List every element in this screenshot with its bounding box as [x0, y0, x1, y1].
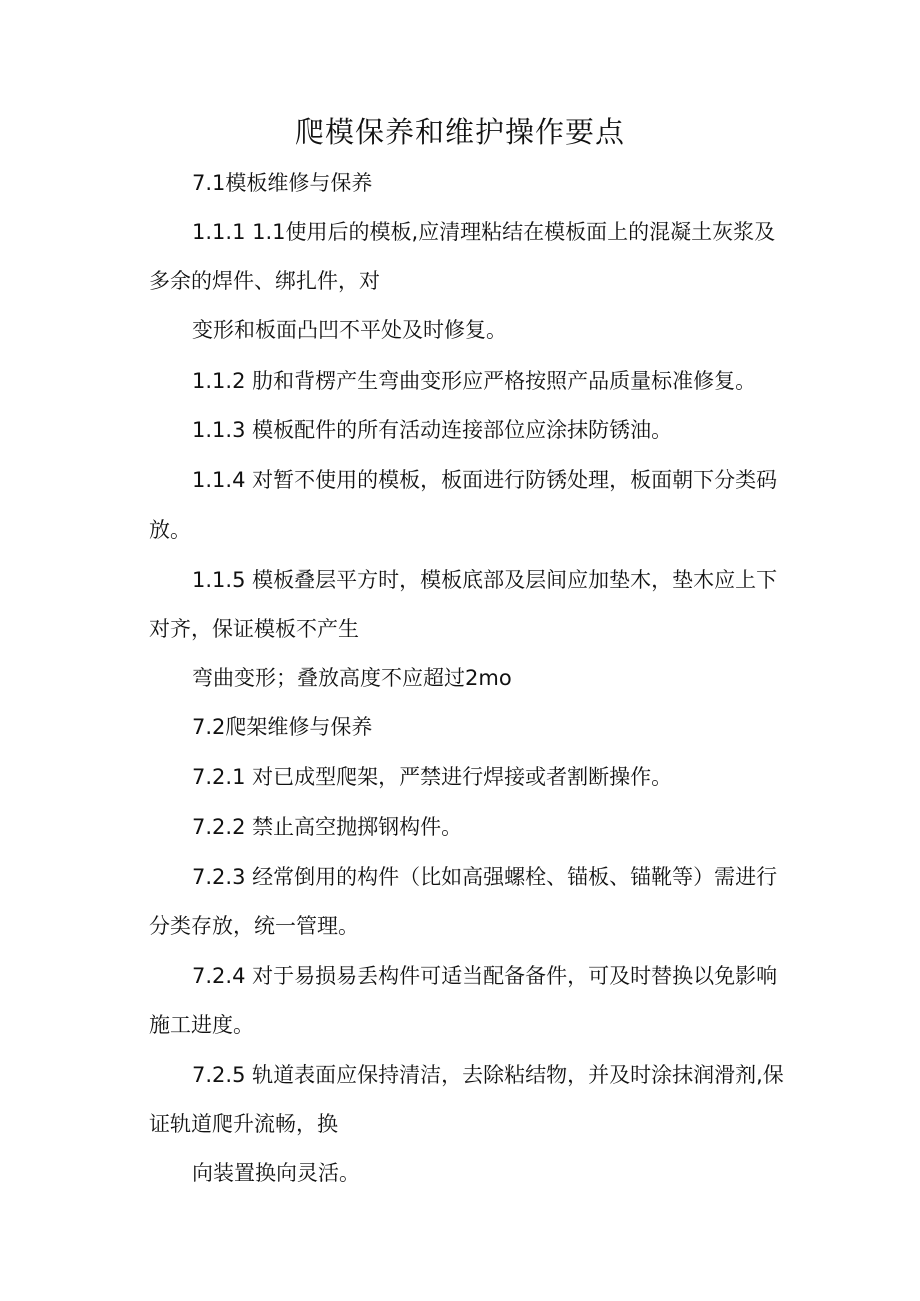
- paragraph-line: 7.2.1 对已成型爬架，严禁进行焊接或者割断操作。: [192, 765, 673, 789]
- paragraph-line: 7.2.3 经常倒用的构件（比如高强螺栓、锚板、锚靴等）需进行: [192, 865, 778, 889]
- paragraph-line: 7.2.5 轨道表面应保持清洁，去除粘结物，并及时涂抹润滑剂,保: [192, 1063, 784, 1087]
- section-heading-7-1: 7.1模板维修与保养: [192, 171, 373, 195]
- section-heading-7-2: 7.2爬架维修与保养: [192, 715, 373, 739]
- paragraph-line: 1.1.2 肋和背楞产生弯曲变形应严格按照产品质量标准修复。: [192, 369, 757, 393]
- paragraph-line: 多余的焊件、绑扎件，对: [149, 269, 380, 293]
- document-title: 爬模保养和维护操作要点: [294, 115, 625, 149]
- paragraph-line: 7.2.2 禁止高空抛掷钢构件。: [192, 815, 463, 839]
- paragraph-line: 施工进度。: [149, 1013, 254, 1037]
- paragraph-line: 放。: [149, 518, 191, 542]
- paragraph-line: 1.1.1 1.1使用后的模板,应清理粘结在模板面上的混凝土灰浆及: [192, 220, 776, 244]
- paragraph-line: 1.1.3 模板配件的所有活动连接部位应涂抹防锈油。: [192, 418, 673, 442]
- paragraph-line: 分类存放，统一管理。: [149, 914, 359, 938]
- paragraph-line: 变形和板面凸凹不平处及时修复。: [192, 318, 507, 342]
- paragraph-line: 对齐，保证模板不产生: [149, 617, 359, 641]
- paragraph-line: 1.1.4 对暂不使用的模板，板面进行防锈处理，板面朝下分类码: [192, 468, 778, 492]
- paragraph-line: 弯曲变形；叠放高度不应超过2mo: [192, 666, 512, 690]
- paragraph-line: 1.1.5 模板叠层平方时，模板底部及层间应加垫木，垫木应上下: [192, 568, 778, 592]
- paragraph-line: 7.2.4 对于易损易丢构件可适当配备备件，可及时替换以免影响: [192, 964, 778, 988]
- paragraph-line: 证轨道爬升流畅，换: [149, 1112, 338, 1136]
- paragraph-line: 向装置换向灵活。: [192, 1161, 360, 1185]
